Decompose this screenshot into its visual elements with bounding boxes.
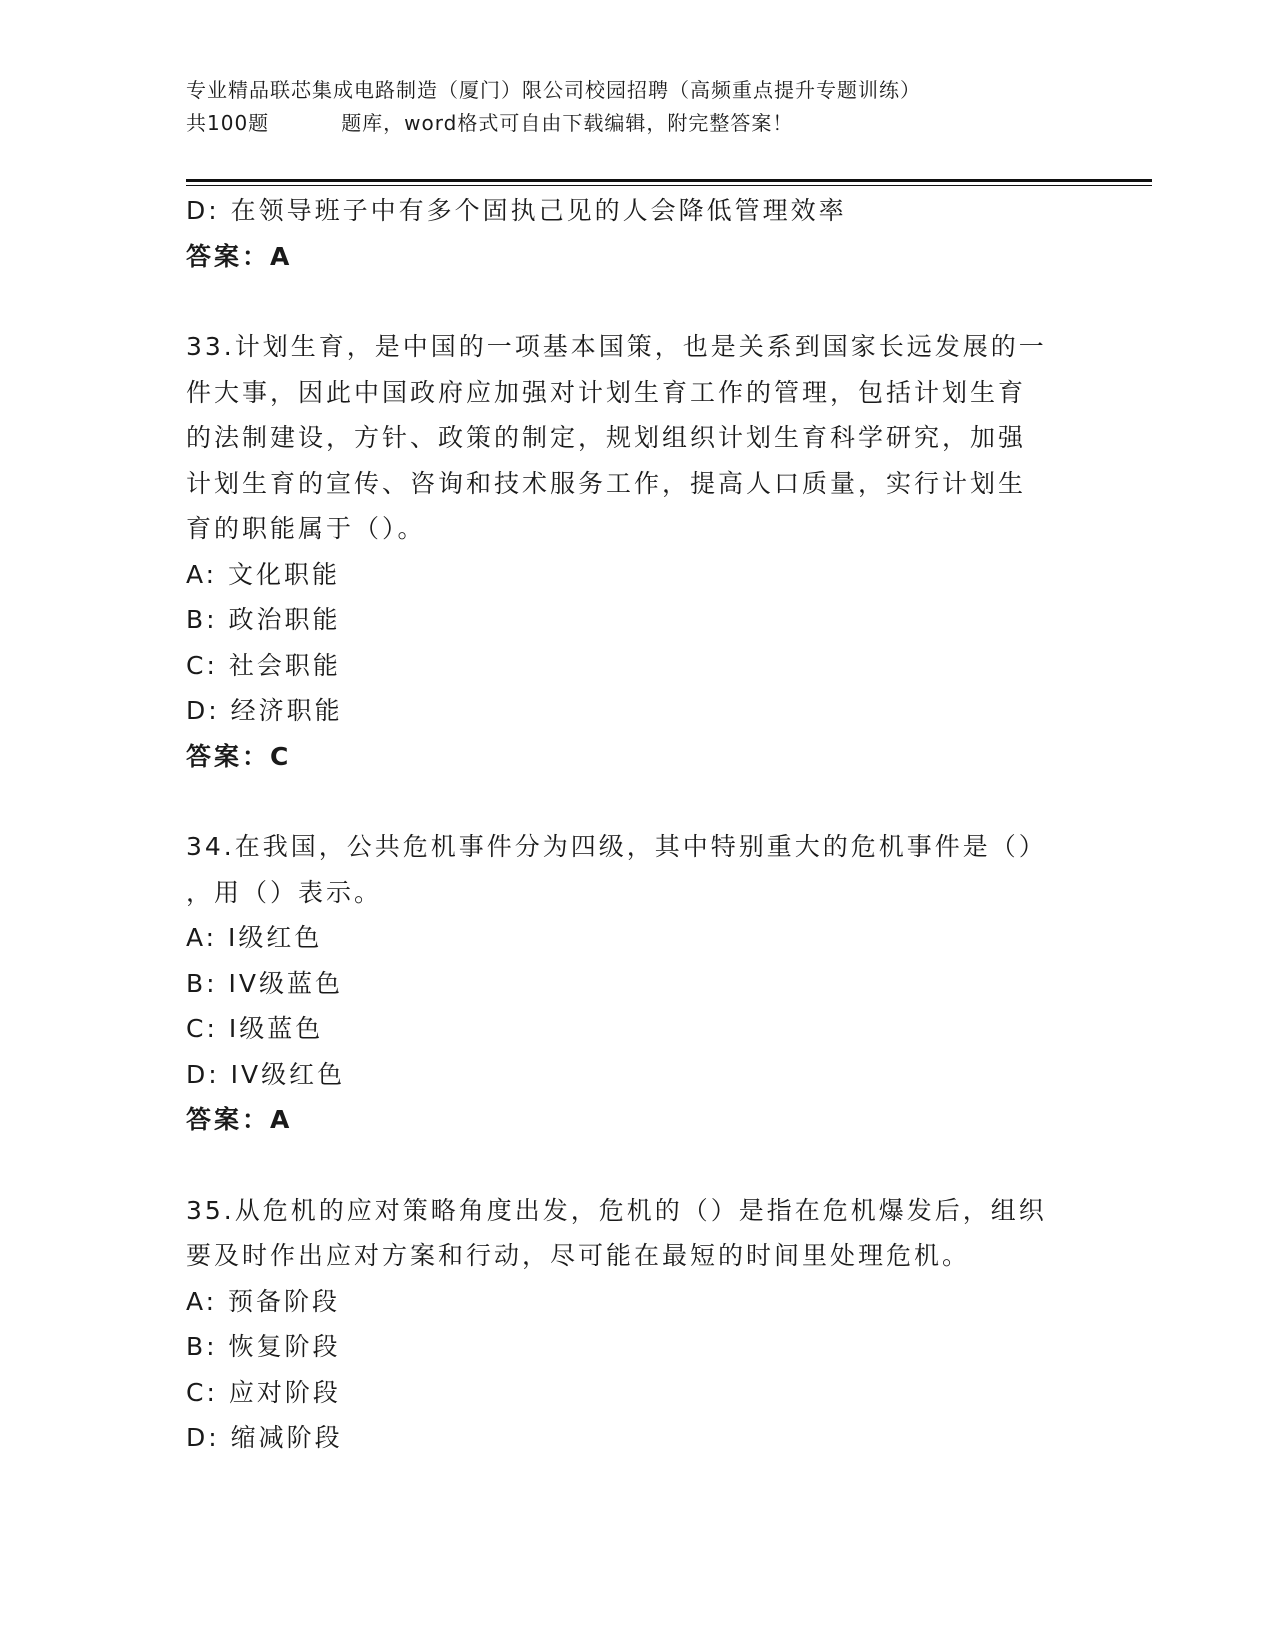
header-rule-thin <box>186 185 1152 186</box>
header-title: 专业精品联芯集成电路制造（厦门）限公司校园招聘（高频重点提升专题训练） <box>186 78 921 102</box>
spacer <box>186 779 1066 824</box>
question-text-line: ，用（）表示。 <box>186 877 383 907</box>
question-text-line: 33.计划生育，是中国的一项基本国策，也是关系到国家长远发展的一 <box>186 332 1047 361</box>
option-d: D: 缩减阶段 <box>186 1423 343 1452</box>
option-a: A: I级红色 <box>186 923 323 952</box>
option-a: A: 预备阶段 <box>186 1286 341 1316</box>
question-text-line: 的法制建设，方针、政策的制定，规划组织计划生育科学研究，加强 <box>186 423 1027 452</box>
option-c: C: 社会职能 <box>186 650 341 680</box>
header-note: 题库，word格式可自由下载编辑，附完整答案！ <box>341 111 794 135</box>
question-33 <box>186 324 1066 779</box>
option-d: D: 经济职能 <box>186 696 343 725</box>
option-c: C: 应对阶段 <box>186 1377 341 1407</box>
question-text-line: 34.在我国，公共危机事件分为四级，其中特别重大的危机事件是（） <box>186 832 1047 861</box>
document-body <box>186 188 1066 1461</box>
option-c: C: I级蓝色 <box>186 1014 324 1043</box>
option-a: A: 文化职能 <box>186 559 341 589</box>
question-text-line: 育的职能属于（）。 <box>186 514 426 543</box>
question-text-line: 计划生育的宣传、咨询和技术服务工作，提高人口质量，实行计划生 <box>186 468 1027 498</box>
header-count: 共100题 <box>186 111 270 135</box>
spacer <box>186 279 1066 324</box>
option-d: D: IV级红色 <box>186 1059 346 1089</box>
header-rule-thick <box>186 179 1152 182</box>
answer: 答案：A <box>186 1105 293 1134</box>
question-text-line: 35.从危机的应对策略角度出发，危机的（）是指在危机爆发后，组织 <box>186 1195 1047 1225</box>
option-b: B: IV级蓝色 <box>186 968 343 998</box>
question-text-line: 要及时作出应对方案和行动，尽可能在最短的时间里处理危机。 <box>186 1241 971 1270</box>
answer: 答案：C <box>186 741 292 771</box>
option-b: B: 恢复阶段 <box>186 1332 341 1361</box>
question-text-line: 件大事，因此中国政府应加强对计划生育工作的管理，包括计划生育 <box>186 377 1027 407</box>
header-subtitle <box>186 107 1086 140</box>
question-34 <box>186 824 1066 1143</box>
question-35 <box>186 1188 1066 1461</box>
prev-option-d: D: 在领导班子中有多个固执己见的人会降低管理效率 <box>186 196 847 225</box>
page-header <box>186 74 1086 140</box>
prev-answer: 答案：A <box>186 241 293 271</box>
option-b: B: 政治职能 <box>186 605 341 634</box>
spacer <box>186 1143 1066 1188</box>
